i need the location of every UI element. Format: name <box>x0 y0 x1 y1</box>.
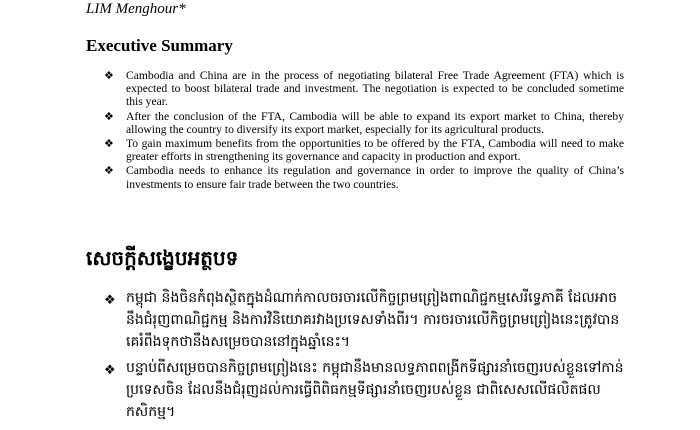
khmer-summary-heading: សេចក្តីសង្ខេបអត្ថបទ <box>86 246 239 270</box>
list-item-text: Cambodia needs to enhance its regulation and governance in order to improve the quality of China’s investments to ensure fair trade between the two countries. <box>126 164 624 191</box>
diamond-bullet-icon: ❖ <box>104 109 114 123</box>
list-item <box>104 137 624 163</box>
list-item <box>104 164 624 190</box>
executive-summary-list <box>104 69 624 192</box>
list-item <box>104 110 624 136</box>
author-name: LIM Menghour* <box>86 1 186 17</box>
list-item-text: បន្ទាប់ពីសម្រេចបានកិច្ចព្រមព្រៀងនេះ កម្ពុជានឹងមានលទ្ធភាពពង្រីកទីផ្សារនាំចេញរបស់ខ្លួនទៅកាន់ប្រទេសចិន ដែលនឹងជំរុញដល់ការធ្វើពិពិធកម្មទីផ្សារនាំចេញរបស់ខ្លួន ជាពិសេសលើផលិតផលកសិកម្ម។ <box>126 360 624 420</box>
list-item-text: កម្ពុជា និងចិនកំពុងស្ថិតក្នុងដំណាក់កាលចរចារលើកិច្ចព្រមព្រៀងពាណិជ្ជកម្មសេរីទ្វេភាគី ដែលអាចនឹងជំរុញពាណិជ្ជកម្ម និងការវិនិយោគរវាងប្រទេសទាំងពីរ។ ការចរចារលើកិច្ចព្រមព្រៀងនេះត្រូវបានគេរំពឹងទុកថានឹងសម្រេចបាននៅក្នុងឆ្នាំនេះ។ <box>126 290 620 350</box>
diamond-bullet-icon: ❖ <box>104 293 116 308</box>
diamond-bullet-icon: ❖ <box>104 69 114 82</box>
list-item-text: After the conclusion of the FTA, Cambodia will be able to expand its export market to China, thereby allowing the country to diversify its export market, especially for its agricultural products. <box>126 109 624 136</box>
list-item <box>104 69 624 109</box>
list-item <box>104 287 624 353</box>
diamond-bullet-icon: ❖ <box>104 363 116 378</box>
khmer-summary-list <box>104 287 624 427</box>
list-item <box>104 357 624 423</box>
list-item-text: Cambodia and China are in the process of negotiating bilateral Free Trade Agreement (FTA) which is expected to boost bilateral trade and investment. The negotiation is expected to be concluded sometime this year. <box>126 69 624 109</box>
diamond-bullet-icon: ❖ <box>104 137 114 151</box>
executive-summary-heading: Executive Summary <box>86 36 233 55</box>
list-item-text: To gain maximum benefits from the opportunities to be offered by the FTA, Cambodia will need to make greater efforts in strengthening its governance and capacity in production and export. <box>126 137 624 164</box>
diamond-bullet-icon: ❖ <box>104 164 114 178</box>
